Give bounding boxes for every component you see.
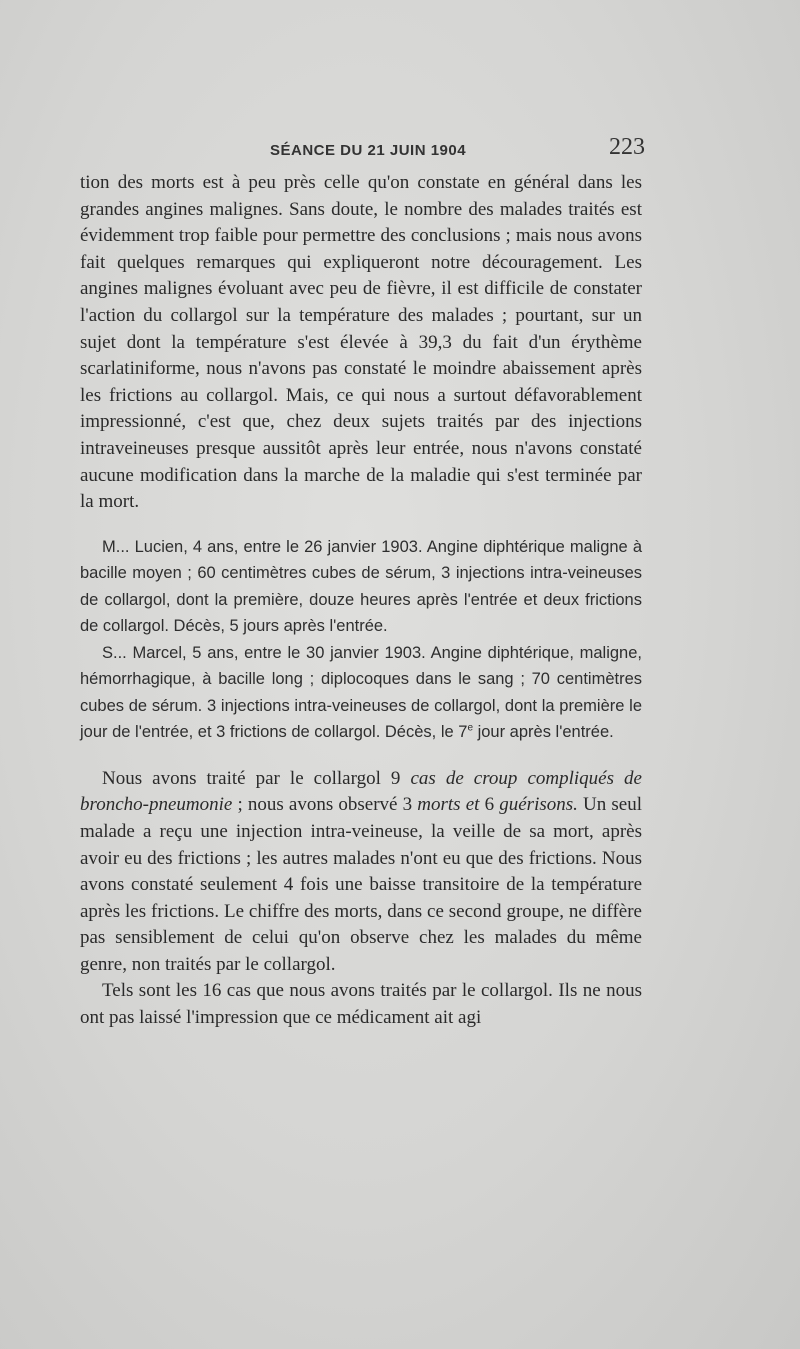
italic-guerisons: guérisons. <box>499 794 578 816</box>
italic-croup-cases: cas de croup compliqués de broncho-pneumonie <box>80 767 642 816</box>
paragraph-croup-text-b: ; nous avons observé 3 <box>232 794 418 816</box>
case-report-marcel-end: jour après l'entrée. <box>473 723 614 742</box>
case-report-lucien: M... Lucien, 4 ans, entre le 26 janvier 1903. Angine diphtérique maligne à bacille moyen ; 60 centimètres cubes de sérum, 3 injections intra-veineuses de collargol, dont la première, douze heures après l'entrée et deux frictions de collargol. Décès, 5 jours après l'entrée. <box>80 537 642 636</box>
body-text <box>80 170 642 1032</box>
running-head: SÉANCE DU 21 JUIN 1904 <box>270 142 467 159</box>
superscript-e: e <box>467 722 473 734</box>
italic-morts: morts <box>417 794 461 816</box>
paragraph-croup-text-e: Un seul malade a reçu une injection intra-veineuse, la veille de sa mort, après avoir eu des frictions ; les autres malades n'ont eu que des frictions. Nous avons constaté seulement 4 fois une baisse transitoire de la température après les frictions. Le chiffre des morts, dans ce second groupe, ne diffère pas sensiblement de celui qu'on observe chez les malades du même genre, non traités par le collargol. <box>80 794 643 975</box>
paragraph-continuation: tion des morts est à peu près celle qu'on constate en général dans les grandes angines malignes. Sans doute, le nombre des malades traités est évidemment trop faible pour permettre des conclusions ; mais nous avons fait quelques remarques qui expliqueront notre découragement. Les angines malignes évoluant avec peu de fièvre, il est difficile de constater l'action du collargol sur la température des malades ; pourtant, sur un sujet dont la température s'est élevée à 39,3 du fait d'un érythème scarlatiniforme, nous n'avons pas constaté le moindre abaissement après les frictions au collargol. Mais, ce qui nous a surtout défavorablement impressionné, c'est que, chez deux sujets traités par des injections intraveineuses presque aussitôt après leur entrée, nous n'avons constaté aucune modification dans la marche de la maladie qui s'est terminée par la mort. <box>80 172 642 513</box>
paragraph-croup-text-a: Nous avons traité par le collargol 9 <box>102 767 411 789</box>
paragraph-croup-text-d: 6 <box>479 794 500 816</box>
paragraph-conclusion: Tels sont les 16 cas que nous avons traités par le collargol. Ils ne nous ont pas laissé l'impression que ce médicament ait agi <box>80 980 642 1029</box>
italic-et: et <box>465 794 480 816</box>
case-report-marcel <box>80 640 642 746</box>
paragraph-croup <box>80 766 642 979</box>
case-report-marcel-text: S... Marcel, 5 ans, entre le 30 janvier 1903. Angine diphtérique, maligne, hémorrhagique, à bacille long ; diplocoques dans le sang ; 70 centimètres cubes de sérum. 3 injections intra-veineuses de collargol, dont la première le jour de l'entrée, et 3 frictions de collargol. Décès, le 7 <box>80 643 642 742</box>
case-list <box>80 534 642 746</box>
page-header <box>80 134 645 164</box>
page-number: 223 <box>609 134 645 160</box>
section-gap <box>80 746 642 766</box>
